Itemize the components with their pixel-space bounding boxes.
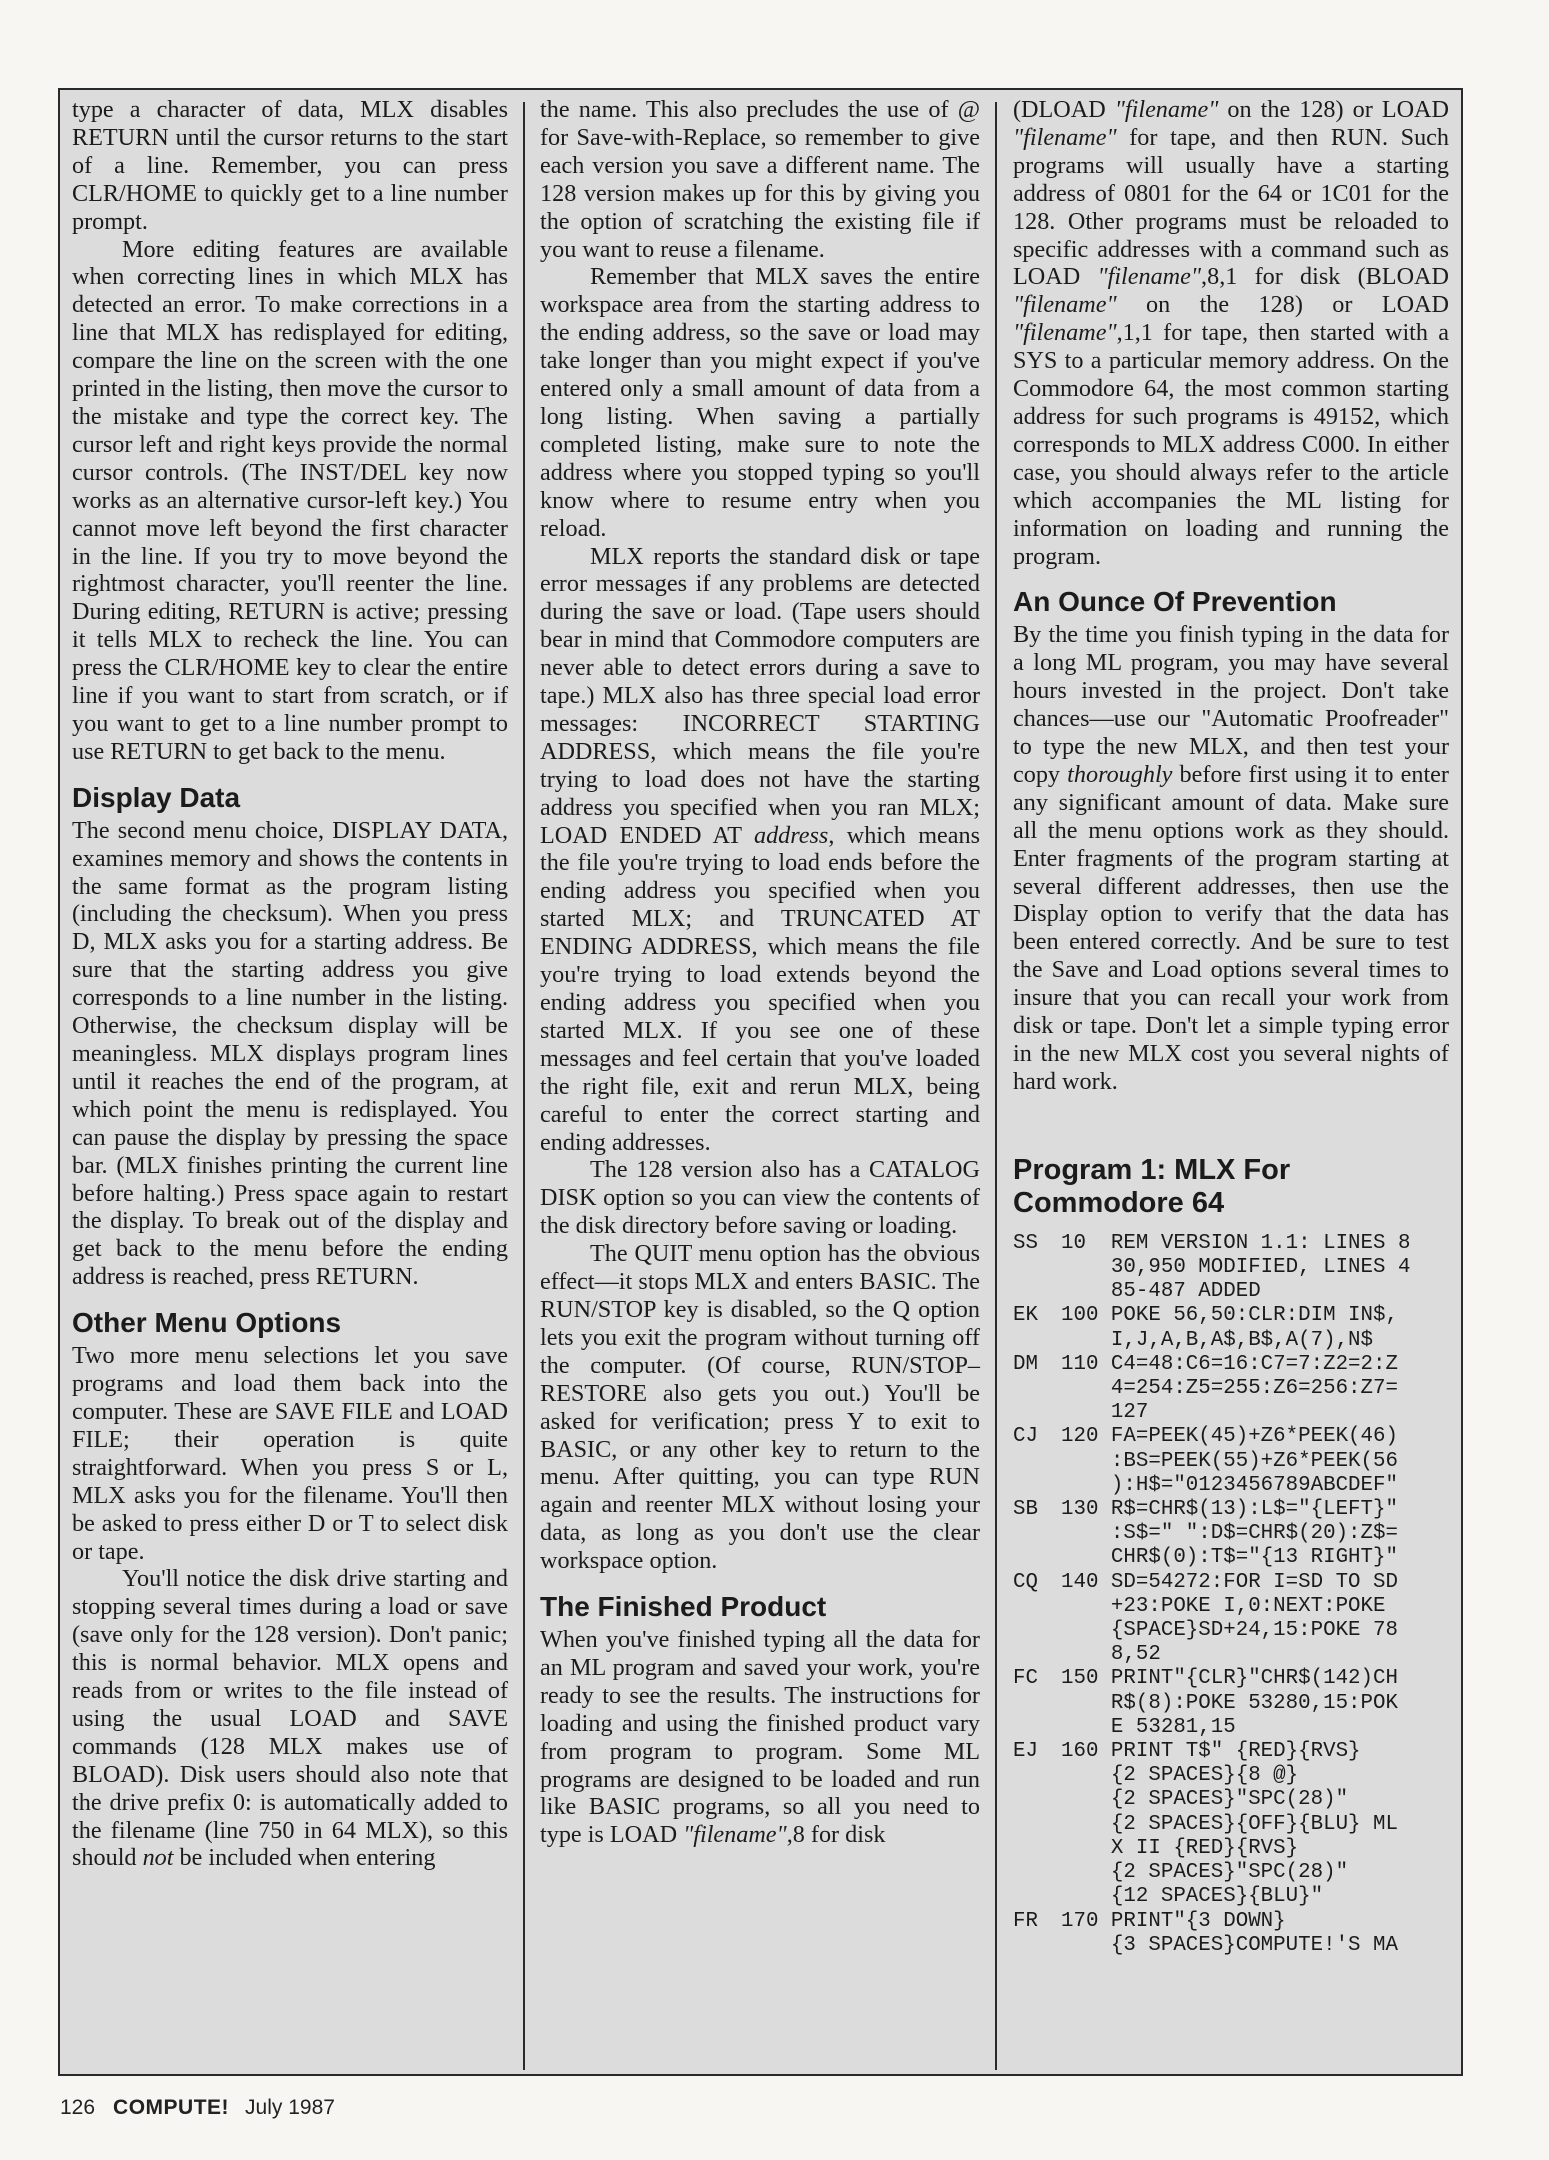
text: When you've finished typing all the data for an ML program and saved your work, you're ready to see the results. The instructions for loading and using the finished product vary from program to program. Some ML programs are designed to be loaded and run like BASIC programs, so all you need to type is LOAD: [540, 1626, 980, 1849]
code: 140 SD=54272:FOR I=SD TO SD +23:POKE I,0:NEXT:POKE {SPACE}SD+24,15:POKE 78 8,52: [1061, 1570, 1398, 1667]
paragraph: The 128 version also has a CATALOG DISK option so you can view the contents of the disk directory before saving or loading.: [540, 1156, 980, 1240]
paragraph: Remember that MLX saves the entire workspace area from the starting address to the ending address, so the save or load may take longer than you might expect if you've entered only a small amount of data from a long listing. When saving a partially completed listing, make sure to note the address where you stopped typing so you'll know where to resume entry when you reload.: [540, 263, 980, 542]
paragraph: [540, 1626, 980, 1849]
emphasis: "filename": [1013, 319, 1117, 347]
paragraph: [1013, 621, 1449, 1095]
emphasis: "filename": [1114, 96, 1219, 123]
checksum: EK: [1013, 1304, 1038, 1328]
text: ,8,1 for disk (BLOAD: [1201, 263, 1449, 291]
magazine-name: COMPUTE!: [113, 2096, 230, 2119]
text: MLX reports the standard disk or tape error messages if any problems are detected during the save or load. (Tape users should bear in mind that Commodore computers are never able to detect errors during a save to tape.) MLX also has three special load error messages: INCORRECT STARTING ADDRESS, which means the file you're trying to load does not have the starting address you specified when you ran MLX; LOAD ENDED AT: [540, 542, 980, 849]
text: You'll notice the disk drive starting and stopping several times during a load or save (save only for the 128 version). Don't panic; this is normal behavior. MLX opens and reads from or writes to the file instead of using the usual LOAD and SAVE commands (128 MLX makes use of BLOAD). Disk users should also note that the drive prefix 0: is automatically added to the filename (line 750 in 64 MLX), so this should: [72, 1565, 508, 1872]
checksum: FC: [1013, 1667, 1038, 1691]
text: on the 128) or LOAD: [1116, 291, 1449, 319]
code: 150 PRINT"{CLR}"CHR$(142)CH R$(8):POKE 53280,15:POK E 53281,15: [1061, 1667, 1398, 1739]
code: 170 PRINT"{3 DOWN} {3 SPACES}COMPUTE!'S MA: [1061, 1909, 1398, 1957]
listing-line: [1013, 1910, 1449, 1958]
checksum: CJ: [1013, 1425, 1038, 1449]
checksum: DM: [1013, 1352, 1038, 1376]
listing-line: [1013, 1353, 1449, 1426]
code: 120 FA=PEEK(45)+Z6*PEEK(46) :BS=PEEK(55)+Z6*PEEK(56 ):H$="0123456789ABCDEF": [1061, 1425, 1398, 1497]
paragraph: The QUIT menu option has the obvious effect—it stops MLX and enters BASIC. The RUN/STOP key is disabled, so the Q option lets you exit the program without turning off the computer. (Of course, RUN/STOP–RESTORE also gets you out.) You'll be asked for verification; press Y to exit to BASIC, or any other key to return to the menu. After quitting, you can type RUN again and reenter MLX without losing your data, as long as you don't use the clear workspace option.: [540, 1240, 980, 1575]
page-footer: [60, 2096, 335, 2120]
text: By the time you finish typing in the data for a long ML program, you may have several hours invested in the project. Don't take chances—use our "Automatic Proofreader" to type the new MLX, and then test your copy: [1013, 621, 1449, 788]
paragraph: More editing features are available when correcting lines in which MLX has detected an error. To make corrections in a line that MLX has redisplayed for editing, compare the line on the screen with the one printed in the listing, then move the cursor to the mistake and type the correct key. The cursor left and right keys provide the normal cursor controls. (The INST/DEL key now works as an alternative cursor-left key.) You cannot move left beyond the first character in the line. If you try to move beyond the rightmost character, you'll reenter the line. During editing, RETURN is active; pressing it tells MLX to recheck the line. You can press the CLR/HOME key to clear the entire line if you want to start from scratch, or if you want to get to a line number prompt to use RETURN to get back to the menu.: [72, 235, 508, 765]
paragraph: Two more menu selections let you save programs and load them back into the computer. These are SAVE FILE and LOAD FILE; their operation is quite straightforward. When you press S or L, MLX asks you for the filename. You'll then be asked to press either D or T to select disk or tape.: [72, 1342, 508, 1565]
paragraph: [1013, 96, 1449, 570]
page-number: 126: [60, 2096, 96, 2119]
code: 10 REM VERSION 1.1: LINES 8 30,950 MODIFIED, LINES 4 85-487 ADDED: [1061, 1231, 1411, 1304]
listing-line: [1013, 1571, 1449, 1668]
code: 110 C4=48:C6=16:C7=7:Z2=2:Z 4=254:Z5=255:Z6=256:Z7= 127: [1061, 1352, 1398, 1425]
column-rule: [523, 102, 525, 2070]
program-listing: [1013, 1232, 1449, 1958]
text: be included when entering: [173, 1844, 436, 1872]
code: 160 PRINT T$" {RED}{RVS} {2 SPACES}{8 @} {2 SPACES}"SPC(28)" {2 SPACES}{OFF}{BLU} ML X II {RED}{RVS} {2 SPACES}"SPC(28)" {12 SPACES}{BLU}": [1061, 1740, 1398, 1909]
emphasis: "filename": [1097, 263, 1202, 291]
column-3: [1013, 96, 1449, 1958]
checksum: FR: [1013, 1909, 1038, 1933]
text: before first using it to enter any significant amount of data. Make sure all the menu options work as they should. Enter fragments of the program starting at several different addresses, then use the Display option to verify that the data has been entered correctly. And be sure to test the Save and Load options several times to insure that you can recall your work from disk or tape. Don't let a simple typing error in the new MLX cost you several nights of hard work.: [1013, 760, 1449, 1095]
issue-date: July 1987: [245, 2096, 335, 2119]
emphasis: thoroughly: [1067, 760, 1173, 788]
paragraph: [72, 1565, 508, 1872]
section-heading-other-menu-options: Other Menu Options: [72, 1307, 342, 1339]
listing-line: [1013, 1667, 1449, 1740]
section-heading-display-data: Display Data: [72, 781, 241, 813]
text: ,8 for disk: [786, 1821, 886, 1849]
text: (DLOAD: [1013, 96, 1115, 123]
paragraph: [540, 543, 980, 1157]
listing-line: [1013, 1425, 1449, 1498]
code: 130 R$=CHR$(13):L$="{LEFT}" :S$=" ":D$=CHR$(20):Z$= CHR$(0):T$="{13 RIGHT}": [1061, 1498, 1398, 1570]
column-1: [72, 96, 508, 1872]
column-2: [540, 96, 980, 1849]
section-heading-ounce-of-prevention: An Ounce Of Prevention: [1013, 586, 1337, 618]
text: ,1,1 for tape, then started with a SYS to a particular memory address. On the Commodore 64, the most common starting address for such programs is 49152, which corresponds to MLX address C000. In either case, you should always refer to the article which accompanies the ML listing for information on loading and running the program.: [1013, 319, 1449, 570]
listing-line: [1013, 1304, 1449, 1352]
code: 100 POKE 56,50:CLR:DIM IN$, I,J,A,B,A$,B$,A(7),N$: [1061, 1304, 1398, 1352]
paragraph: The second menu choice, DISPLAY DATA, examines memory and shows the contents in the same format as the program listing (including the checksum). When you press D, MLX asks you for a starting address. Be sure that the starting address you give corresponds to a line number in the listing. Otherwise, the checksum display will be meaningless. MLX displays program lines until it reaches the end of the program, at which point the menu is redisplayed. You can pause the display by pressing the space bar. (MLX finishes printing the current line before halting.) Press space again to restart the display. To break out of the display and get back to the menu before the ending address is reached, press RETURN.: [72, 816, 508, 1291]
listing-line: [1013, 1232, 1449, 1305]
paragraph: the name. This also precludes the use of @ for Save-with-Replace, so remember to give each version you save a different name. The 128 version makes up for this by giving you the option of scratching the existing file if you want to reuse a filename.: [540, 96, 980, 263]
checksum: EJ: [1013, 1740, 1038, 1764]
emphasis: "filename": [1013, 291, 1117, 319]
emphasis: "filename": [683, 1821, 787, 1849]
column-rule: [995, 102, 997, 2070]
listing-line: [1013, 1740, 1449, 1909]
emphasis: not: [142, 1844, 174, 1872]
text: for tape, and then RUN. Such programs will usually have a starting address of 0801 for the 64 or 1C01 for the 128. Other programs must be reloaded to specific addresses with a command such as LOAD: [1013, 123, 1449, 291]
paragraph: type a character of data, MLX disables RETURN until the cursor returns to the start of a line. Remember, you can press CLR/HOME to quickly get to a line number prompt.: [72, 96, 508, 235]
checksum: SS: [1013, 1231, 1038, 1255]
program-title: Program 1: MLX For Commodore 64: [1013, 1153, 1291, 1219]
emphasis: address: [753, 821, 829, 849]
emphasis: "filename": [1013, 123, 1117, 151]
checksum: SB: [1013, 1498, 1038, 1522]
text: , which means the file you're trying to load ends before the ending address you specified when you started MLX; and TRUNCATED AT ENDING ADDRESS, which means the file you're trying to load extends beyond the ending address you specified when you started MLX. If you see one of these messages and feel certain that you've loaded the right file, exit and rerun MLX, being careful to enter the correct starting and ending addresses.: [540, 821, 980, 1156]
section-heading-finished-product: The Finished Product: [540, 1591, 827, 1623]
listing-line: [1013, 1498, 1449, 1571]
text: on the 128) or LOAD: [1218, 96, 1449, 123]
checksum: CQ: [1013, 1570, 1038, 1594]
